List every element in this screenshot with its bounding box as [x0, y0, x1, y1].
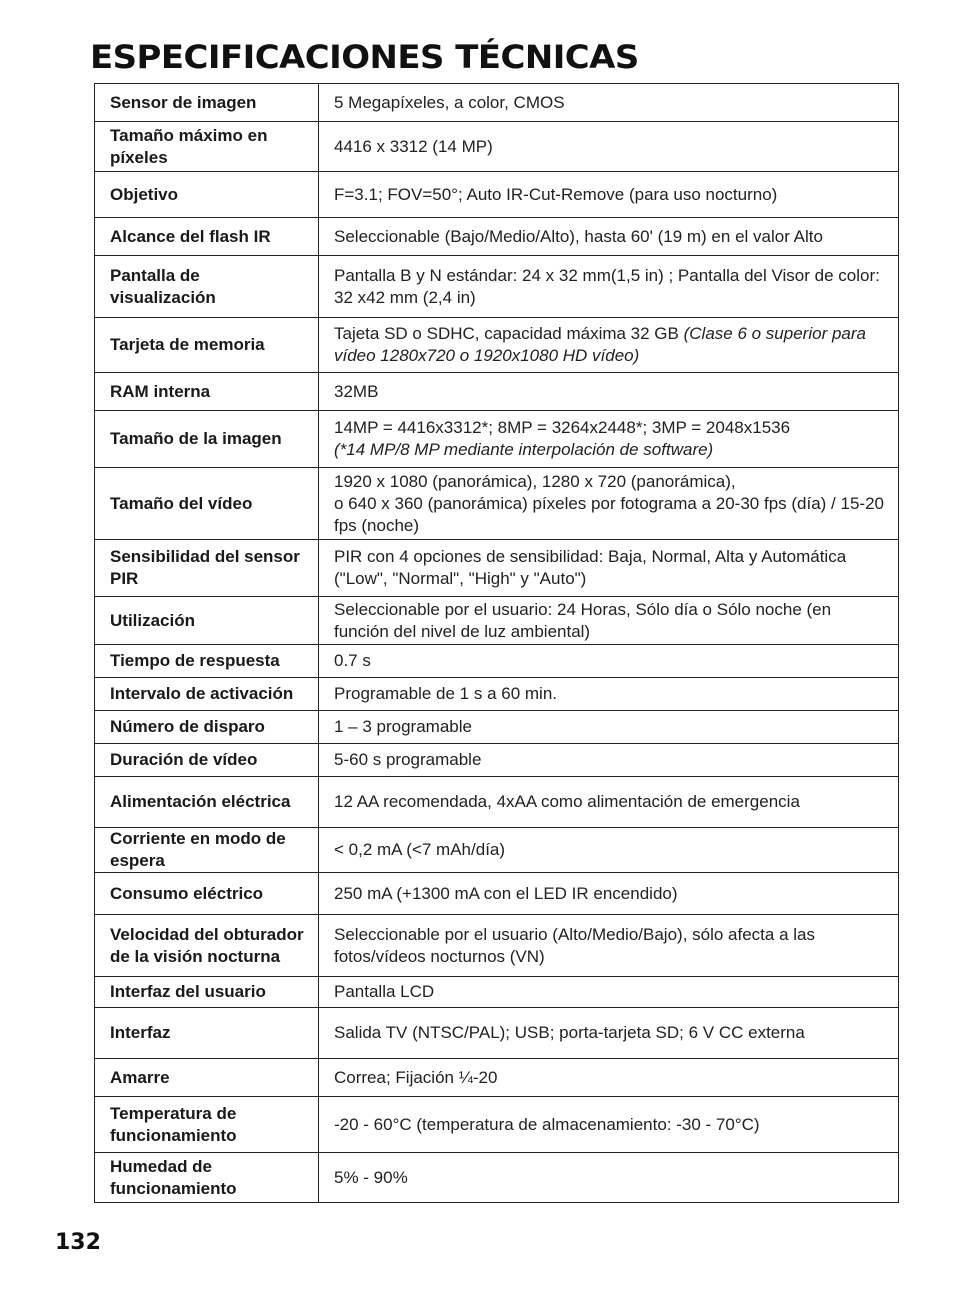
- spec-value: Salida TV (NTSC/PAL); USB; porta-tarjeta SD; 6 V CC externa: [319, 1008, 899, 1059]
- spec-value-note: (Clase 6 o superior para vídeo 1280x720 o 1920x1080 HD vídeo): [334, 324, 866, 365]
- table-row: [95, 977, 899, 1008]
- spec-value: PIR con 4 opciones de sensibilidad: Baja, Normal, Alta y Automática ("Low", "Normal", "High" y "Auto"): [319, 540, 899, 597]
- table-row: [95, 873, 899, 915]
- table-row: [95, 1059, 899, 1097]
- spec-value: 5-60 s programable: [319, 744, 899, 777]
- spec-value: [319, 468, 899, 540]
- table-row: [95, 678, 899, 711]
- table-row: [95, 218, 899, 256]
- spec-value: [319, 318, 899, 373]
- spec-label: Intervalo de activación: [95, 678, 319, 711]
- spec-value: 1 – 3 programable: [319, 711, 899, 744]
- table-row: [95, 84, 899, 122]
- table-row: [95, 1097, 899, 1153]
- spec-value: Pantalla B y N estándar: 24 x 32 mm(1,5 in) ; Pantalla del Visor de color: 32 x42 mm (2,4 in): [319, 256, 899, 318]
- spec-label: Pantalla de visualización: [95, 256, 319, 318]
- spec-label: Temperatura de funcionamiento: [95, 1097, 319, 1153]
- spec-label: Tamaño del vídeo: [95, 468, 319, 540]
- specifications-table: [94, 83, 899, 1203]
- spec-value-text-2: o 640 x 360 (panorámica) píxeles por fotograma a 20-30 fps (día) / 15-20 fps (noche): [334, 493, 884, 535]
- spec-label: Tarjeta de memoria: [95, 318, 319, 373]
- spec-value: -20 - 60°C (temperatura de almacenamiento: -30 - 70°C): [319, 1097, 899, 1153]
- spec-value: F=3.1; FOV=50°; Auto IR-Cut-Remove (para uso nocturno): [319, 172, 899, 218]
- spec-value: 4416 x 3312 (14 MP): [319, 122, 899, 172]
- spec-value-text: 14MP = 4416x3312*; 8MP = 3264x2448*; 3MP = 2048x1536: [334, 418, 791, 437]
- table-row: [95, 645, 899, 678]
- table-row: [95, 828, 899, 873]
- spec-value-text: 1920 x 1080 (panorámica), 1280 x 720 (panorámica),: [334, 471, 736, 491]
- spec-label: Consumo eléctrico: [95, 873, 319, 915]
- spec-value: Seleccionable por el usuario: 24 Horas, Sólo día o Sólo noche (en función del nivel de luz ambiental): [319, 597, 899, 645]
- spec-label: Sensibilidad del sensor PIR: [95, 540, 319, 597]
- spec-label: Corriente en modo de espera: [95, 828, 319, 873]
- spec-label: RAM interna: [95, 373, 319, 411]
- spec-label: Objetivo: [95, 172, 319, 218]
- table-row: [95, 915, 899, 977]
- spec-value: 250 mA (+1300 mA con el LED IR encendido): [319, 873, 899, 915]
- spec-label: Humedad de funcionamiento: [95, 1153, 319, 1203]
- table-row: [95, 318, 899, 373]
- spec-value: Correa; Fijación ¼-20: [319, 1059, 899, 1097]
- spec-label: Velocidad del obturador de la visión nocturna: [95, 915, 319, 977]
- spec-label: Alcance del flash IR: [95, 218, 319, 256]
- spec-value: Seleccionable (Bajo/Medio/Alto), hasta 60' (19 m) en el valor Alto: [319, 218, 899, 256]
- spec-label: Tamaño máximo en píxeles: [95, 122, 319, 172]
- table-row: [95, 122, 899, 172]
- spec-value: < 0,2 mA (<7 mAh/día): [319, 828, 899, 873]
- spec-value: [319, 411, 899, 468]
- table-row: [95, 411, 899, 468]
- table-row: [95, 172, 899, 218]
- spec-value-note: (*14 MP/8 MP mediante interpolación de software): [334, 440, 714, 459]
- spec-value: 5% - 90%: [319, 1153, 899, 1203]
- table-row: [95, 1008, 899, 1059]
- table-row: [95, 468, 899, 540]
- spec-value: 0.7 s: [319, 645, 899, 678]
- table-row: [95, 744, 899, 777]
- spec-value: Programable de 1 s a 60 min.: [319, 678, 899, 711]
- spec-label: Duración de vídeo: [95, 744, 319, 777]
- spec-value: 5 Megapíxeles, a color, CMOS: [319, 84, 899, 122]
- table-row: [95, 373, 899, 411]
- spec-value-text: Tajeta SD o SDHC, capacidad máxima 32 GB: [334, 324, 679, 343]
- spec-label: Número de disparo: [95, 711, 319, 744]
- page-number: 132: [55, 1230, 101, 1255]
- table-row: [95, 256, 899, 318]
- spec-value: Pantalla LCD: [319, 977, 899, 1008]
- table-row: [95, 777, 899, 828]
- spec-value: 32MB: [319, 373, 899, 411]
- spec-label: Sensor de imagen: [95, 84, 319, 122]
- spec-label: Interfaz: [95, 1008, 319, 1059]
- spec-label: Interfaz del usuario: [95, 977, 319, 1008]
- spec-label: Alimentación eléctrica: [95, 777, 319, 828]
- spec-value: Seleccionable por el usuario (Alto/Medio/Bajo), sólo afecta a las fotos/vídeos nocturnos (VN): [319, 915, 899, 977]
- spec-value: 12 AA recomendada, 4xAA como alimentación de emergencia: [319, 777, 899, 828]
- spec-label: Tamaño de la imagen: [95, 411, 319, 468]
- spec-label: Utilización: [95, 597, 319, 645]
- spec-label: Amarre: [95, 1059, 319, 1097]
- spec-label: Tiempo de respuesta: [95, 645, 319, 678]
- table-row: [95, 597, 899, 645]
- table-row: [95, 711, 899, 744]
- page-title: ESPECIFICACIONES TÉCNICAS: [90, 38, 639, 76]
- table-row: [95, 1153, 899, 1203]
- table-row: [95, 540, 899, 597]
